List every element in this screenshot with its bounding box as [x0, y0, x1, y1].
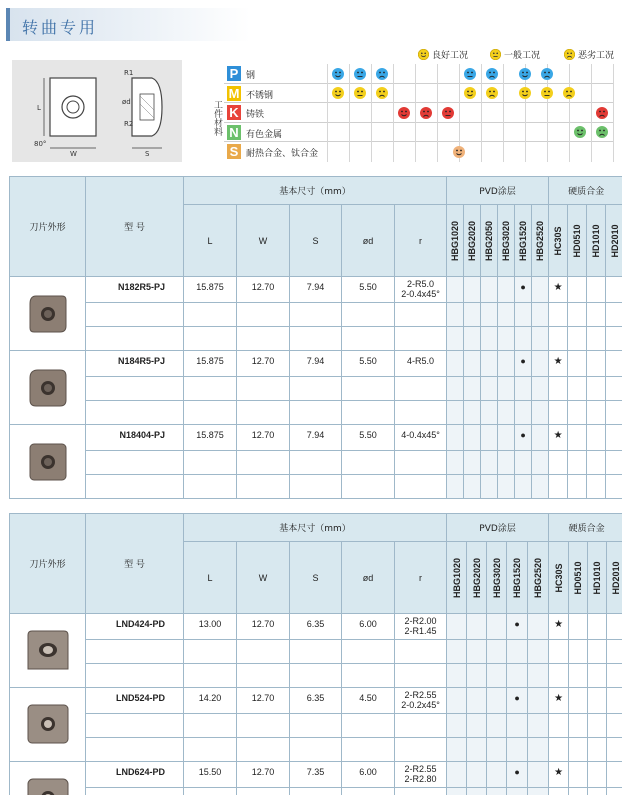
material-label: 铸铁	[246, 110, 265, 121]
cell-w: 12.70	[237, 425, 290, 451]
neutral-face-icon	[490, 49, 501, 60]
material-label: 耐热合金、钛合金	[246, 149, 319, 160]
label-r1: R1	[124, 69, 134, 77]
grade-mark-star: ★	[549, 425, 568, 451]
col-l: L	[184, 205, 237, 277]
header-shape: 刀片外形	[10, 177, 86, 277]
material-badge: P	[227, 66, 241, 81]
header-shape: 刀片外形	[10, 514, 86, 614]
model-name: N184R5-PJ	[86, 351, 184, 377]
legend-good-label: 良好工况	[432, 50, 469, 61]
cell-w: 12.70	[237, 762, 290, 788]
label-w: W	[70, 150, 77, 158]
cell-s: 7.94	[290, 277, 342, 303]
cell-w: 12.70	[237, 277, 290, 303]
grade-mark-dot: ●	[515, 425, 532, 451]
grade-header: HBG2520	[528, 542, 549, 614]
cell-s: 6.35	[290, 688, 342, 714]
cell-d: 5.50	[342, 277, 395, 303]
cell-l: 15.875	[184, 277, 237, 303]
grade-mark-star: ★	[549, 762, 569, 788]
model-name: LND424-PD	[86, 614, 184, 640]
grade-header: HBG1020	[447, 205, 464, 277]
grade-mark-dot: ●	[507, 762, 528, 788]
cell-w: 12.70	[237, 614, 290, 640]
grade-mark-dot: ●	[515, 351, 532, 377]
legend-good	[418, 47, 468, 61]
model-name: N18404-PJ	[86, 425, 184, 451]
header-pvd: PVD涂层	[447, 514, 549, 542]
col-r: r	[395, 205, 447, 277]
section-title-bar	[6, 8, 250, 41]
table-row	[10, 351, 622, 377]
label-l: L	[37, 104, 41, 112]
material-label: 有色金属	[246, 129, 283, 140]
col-d: ød	[342, 205, 395, 277]
material-badge: N	[227, 125, 241, 140]
model-name: N182R5-PJ	[86, 277, 184, 303]
insert-photo-icon	[10, 619, 84, 685]
grade-mark-star: ★	[549, 277, 568, 303]
materials-side-label: 工件材料	[212, 100, 222, 136]
grade-header: HBG3020	[498, 205, 515, 277]
insert-table-2	[9, 513, 622, 795]
label-s: S	[145, 150, 150, 158]
insert-photo-icon	[10, 767, 84, 795]
grade-header: HBG2050	[481, 205, 498, 277]
grade-header: HD0510	[568, 205, 587, 277]
insert-photo-icon	[10, 282, 84, 348]
grade-mark-star: ★	[549, 688, 569, 714]
legend-bad-label: 恶劣工况	[578, 50, 615, 61]
cell-r: 4-R5.0	[395, 351, 447, 377]
col-d: ød	[342, 542, 395, 614]
header-model: 型 号	[86, 514, 184, 614]
grade-mark-dot: ●	[507, 614, 528, 640]
header-dims: 基本尺寸（mm）	[184, 177, 447, 205]
grade-header: HBG2020	[467, 542, 487, 614]
table-row	[10, 762, 622, 788]
cell-r: 2-R2.55 2-R2.80	[395, 762, 447, 788]
cell-d: 5.50	[342, 425, 395, 451]
table-row	[10, 425, 622, 451]
table-row	[10, 277, 622, 303]
cell-r: 2-R2.55 2-0.2x45°	[395, 688, 447, 714]
insert-image	[10, 762, 86, 795]
grade-header: HD2010	[607, 542, 622, 614]
col-l: L	[184, 542, 237, 614]
grade-header: HBG2020	[464, 205, 481, 277]
grade-header: HD1010	[587, 205, 606, 277]
sad-face-icon	[564, 49, 575, 60]
grade-header: HBG1520	[515, 205, 532, 277]
insert-image	[10, 277, 86, 351]
model-name: LND524-PD	[86, 688, 184, 714]
model-name: LND624-PD	[86, 762, 184, 788]
grade-header: HC30S	[549, 542, 569, 614]
header-dims: 基本尺寸（mm）	[184, 514, 447, 542]
cell-d: 6.00	[342, 762, 395, 788]
grade-header: HD0510	[569, 542, 588, 614]
cell-l: 13.00	[184, 614, 237, 640]
cell-d: 5.50	[342, 351, 395, 377]
cell-l: 15.50	[184, 762, 237, 788]
insert-photo-icon	[10, 693, 84, 759]
cell-w: 12.70	[237, 688, 290, 714]
label-d: ød	[122, 98, 131, 106]
material-badge: S	[227, 144, 241, 159]
happy-face-icon	[418, 49, 429, 60]
material-badge: M	[228, 85, 240, 101]
material-label: 不锈钢	[246, 90, 274, 101]
grade-mark-dot: ●	[515, 277, 532, 303]
cell-w: 12.70	[237, 351, 290, 377]
label-angle: 80°	[34, 140, 47, 148]
table-row	[10, 688, 622, 714]
col-w: W	[237, 205, 290, 277]
grade-mark-dot: ●	[507, 688, 528, 714]
header-pvd: PVD涂层	[447, 177, 549, 205]
insert-photo-icon	[10, 356, 84, 422]
table-row	[10, 614, 622, 640]
grade-header: HC30S	[549, 205, 568, 277]
cell-r: 2-R5.0 2-0.4x45°	[395, 277, 447, 303]
cell-d: 6.00	[342, 614, 395, 640]
col-w: W	[237, 542, 290, 614]
grade-header: HBG1520	[507, 542, 528, 614]
legend-normal-label: 一般工况	[504, 50, 541, 61]
cell-r: 4-0.4x45°	[395, 425, 447, 451]
cell-s: 7.94	[290, 351, 342, 377]
grade-header: HBG3020	[487, 542, 507, 614]
insert-image	[10, 688, 86, 762]
cell-l: 14.20	[184, 688, 237, 714]
col-r: r	[395, 542, 447, 614]
grade-header: HBG1020	[447, 542, 467, 614]
col-s: S	[290, 205, 342, 277]
insert-image	[10, 614, 86, 688]
insert-image	[10, 351, 86, 425]
insert-technical-drawing	[12, 60, 182, 162]
legend-normal	[490, 47, 540, 61]
cell-s: 7.35	[290, 762, 342, 788]
cell-r: 2-R2.00 2-R1.45	[395, 614, 447, 640]
header-model: 型 号	[86, 177, 184, 277]
header-carbide: 硬质合金	[549, 177, 622, 205]
grade-header: HD1010	[588, 542, 607, 614]
cell-l: 15.875	[184, 425, 237, 451]
rating-faces	[327, 64, 614, 162]
legend-bad	[564, 47, 614, 61]
insert-photo-icon	[10, 430, 84, 496]
grade-header: HD2010	[606, 205, 622, 277]
section-title: 转曲专用	[22, 18, 99, 37]
grade-header: HBG2520	[532, 205, 549, 277]
label-r2: R2	[124, 120, 134, 128]
cell-s: 7.94	[290, 425, 342, 451]
cell-l: 15.875	[184, 351, 237, 377]
insert-table-1	[9, 176, 622, 499]
drawing-svg	[12, 60, 182, 162]
cell-s: 6.35	[290, 614, 342, 640]
material-rating-grid	[327, 64, 614, 162]
material-label: 钢	[246, 71, 256, 81]
header-carbide: 硬质合金	[549, 514, 622, 542]
material-badge: K	[227, 105, 241, 120]
col-s: S	[290, 542, 342, 614]
grade-mark-star: ★	[549, 614, 569, 640]
cell-d: 4.50	[342, 688, 395, 714]
insert-image	[10, 425, 86, 499]
grade-mark-star: ★	[549, 351, 568, 377]
